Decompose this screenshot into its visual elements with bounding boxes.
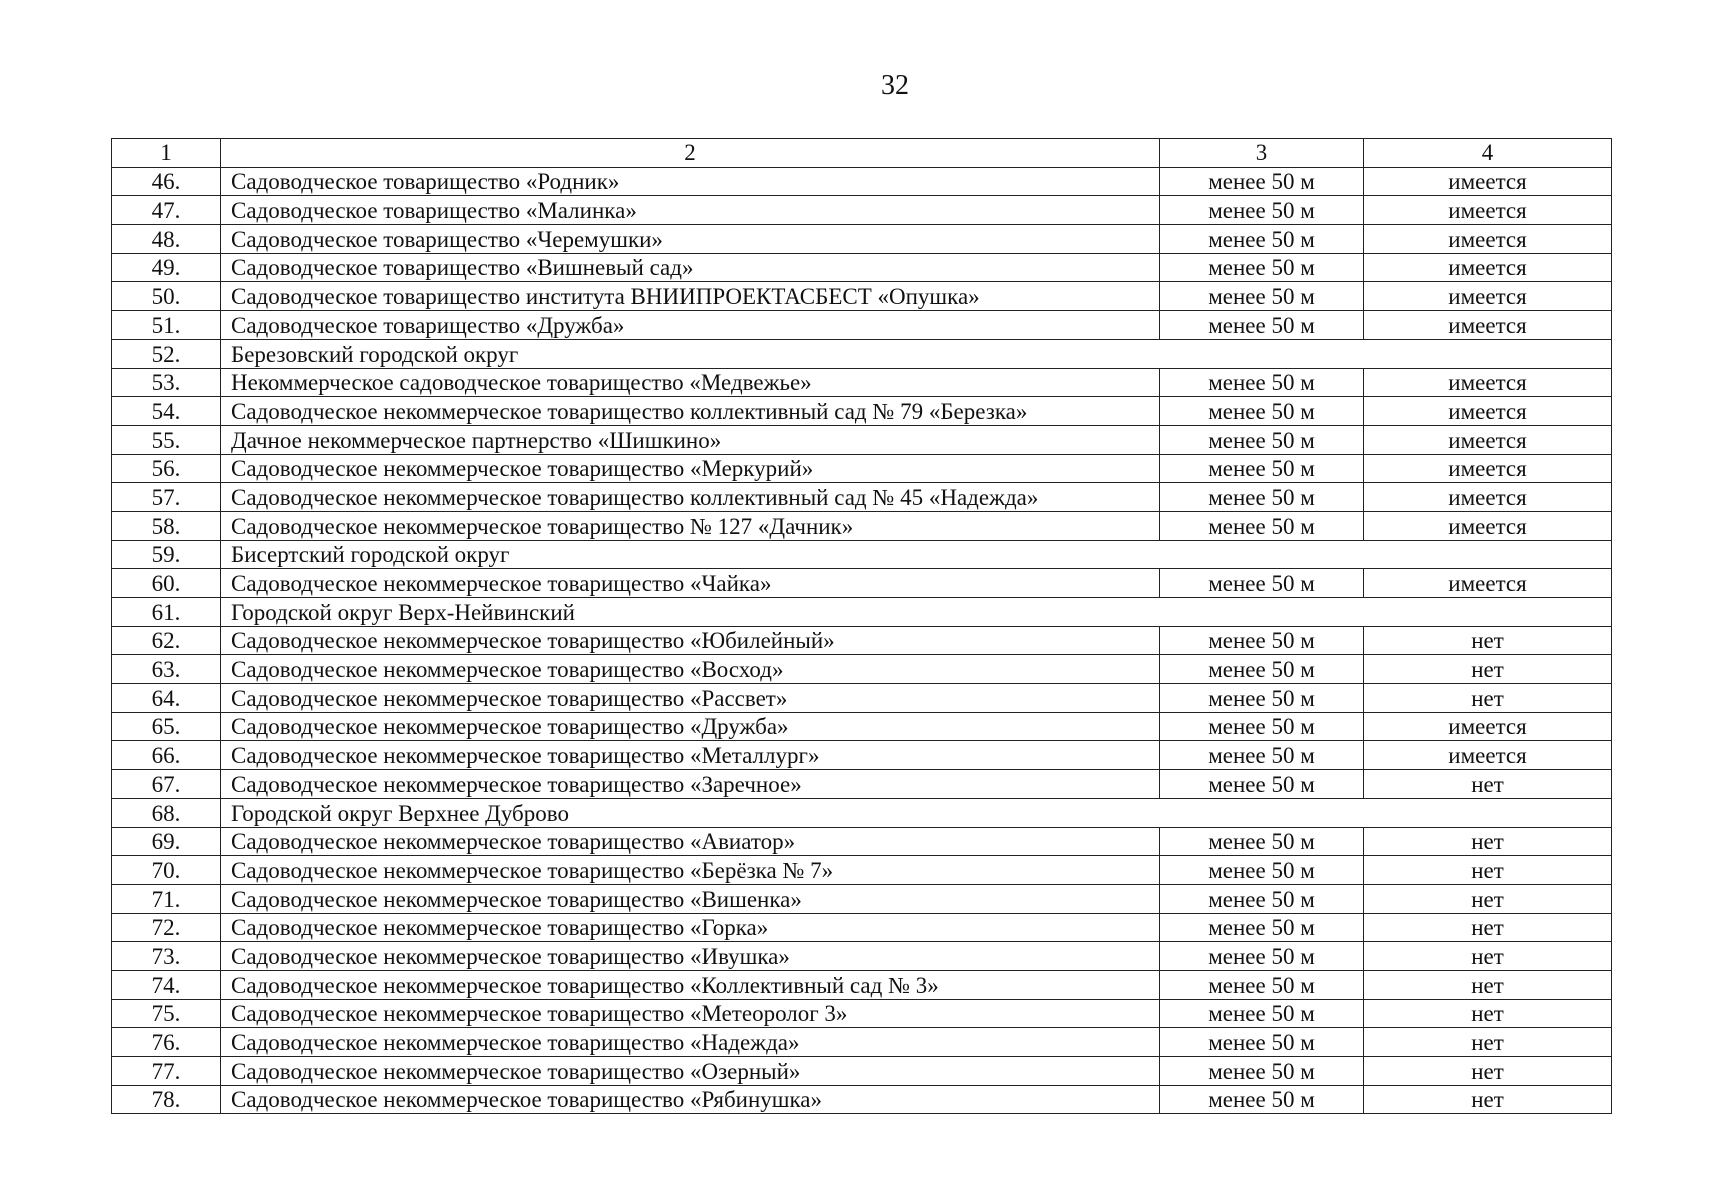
- distance-value: менее 50 м: [1160, 913, 1364, 942]
- row-number: 59.: [112, 540, 221, 569]
- organization-name: Садоводческое некоммерческое товарищество «Горка»: [221, 913, 1160, 942]
- row-number: 57.: [112, 483, 221, 512]
- organization-name: Садоводческое товарищество «Малинка»: [221, 196, 1160, 225]
- organization-name: Дачное некоммерческое партнерство «Шишкино»: [221, 425, 1160, 454]
- table-row: [112, 253, 1612, 282]
- section-title: Городской округ Верх-Нейвинский: [221, 598, 1612, 627]
- table-row: [112, 311, 1612, 340]
- status-value: имеется: [1364, 741, 1612, 770]
- distance-value: менее 50 м: [1160, 856, 1364, 885]
- distance-value: менее 50 м: [1160, 311, 1364, 340]
- status-value: нет: [1364, 1028, 1612, 1057]
- organization-name: Садоводческое некоммерческое товарищество «Рассвет»: [221, 684, 1160, 713]
- distance-value: менее 50 м: [1160, 741, 1364, 770]
- table-row: [112, 425, 1612, 454]
- registry-table: [111, 138, 1612, 1114]
- section-title: Городской округ Верхнее Дуброво: [221, 798, 1612, 827]
- table-row: [112, 827, 1612, 856]
- status-value: нет: [1364, 1057, 1612, 1086]
- distance-value: менее 50 м: [1160, 282, 1364, 311]
- table-row: [112, 368, 1612, 397]
- row-number: 54.: [112, 397, 221, 426]
- distance-value: менее 50 м: [1160, 368, 1364, 397]
- section-row: [112, 598, 1612, 627]
- row-number: 46.: [112, 167, 221, 196]
- organization-name: Садоводческое некоммерческое товарищество «Берёзка № 7»: [221, 856, 1160, 885]
- column-header-3: 3: [1160, 139, 1364, 168]
- section-row: [112, 540, 1612, 569]
- organization-name: Садоводческое некоммерческое товарищество «Металлург»: [221, 741, 1160, 770]
- row-number: 69.: [112, 827, 221, 856]
- status-value: имеется: [1364, 483, 1612, 512]
- table-row: [112, 1085, 1612, 1114]
- status-value: нет: [1364, 770, 1612, 799]
- status-value: нет: [1364, 626, 1612, 655]
- distance-value: менее 50 м: [1160, 225, 1364, 254]
- status-value: нет: [1364, 827, 1612, 856]
- status-value: имеется: [1364, 511, 1612, 540]
- organization-name: Садоводческое некоммерческое товарищество «Заречное»: [221, 770, 1160, 799]
- status-value: нет: [1364, 684, 1612, 713]
- status-value: имеется: [1364, 282, 1612, 311]
- row-number: 67.: [112, 770, 221, 799]
- row-number: 76.: [112, 1028, 221, 1057]
- row-number: 52.: [112, 339, 221, 368]
- column-header-4: 4: [1364, 139, 1612, 168]
- table-row: [112, 483, 1612, 512]
- distance-value: менее 50 м: [1160, 970, 1364, 999]
- organization-name: Садоводческое некоммерческое товарищество «Ивушка»: [221, 942, 1160, 971]
- row-number: 61.: [112, 598, 221, 627]
- row-number: 49.: [112, 253, 221, 282]
- status-value: нет: [1364, 856, 1612, 885]
- organization-name: Садоводческое некоммерческое товарищество «Чайка»: [221, 569, 1160, 598]
- organization-name: Садоводческое товарищество «Черемушки»: [221, 225, 1160, 254]
- section-title: Березовский городской округ: [221, 339, 1612, 368]
- row-number: 73.: [112, 942, 221, 971]
- status-value: имеется: [1364, 225, 1612, 254]
- row-number: 47.: [112, 196, 221, 225]
- table-row: [112, 1028, 1612, 1057]
- organization-name: Садоводческое товарищество «Дружба»: [221, 311, 1160, 340]
- table-row: [112, 397, 1612, 426]
- distance-value: менее 50 м: [1160, 999, 1364, 1028]
- distance-value: менее 50 м: [1160, 454, 1364, 483]
- table-row: [112, 511, 1612, 540]
- table-row: [112, 884, 1612, 913]
- table-row: [112, 712, 1612, 741]
- organization-name: Садоводческое некоммерческое товарищество «Надежда»: [221, 1028, 1160, 1057]
- row-number: 66.: [112, 741, 221, 770]
- distance-value: менее 50 м: [1160, 1057, 1364, 1086]
- organization-name: Садоводческое некоммерческое товарищество «Меркурий»: [221, 454, 1160, 483]
- status-value: нет: [1364, 999, 1612, 1028]
- row-number: 68.: [112, 798, 221, 827]
- header-row: [112, 139, 1612, 168]
- organization-name: Садоводческое товарищество «Вишневый сад»: [221, 253, 1160, 282]
- status-value: имеется: [1364, 454, 1612, 483]
- status-value: имеется: [1364, 167, 1612, 196]
- section-title: Бисертский городской округ: [221, 540, 1612, 569]
- distance-value: менее 50 м: [1160, 626, 1364, 655]
- table-body: [112, 167, 1612, 1114]
- organization-name: Садоводческое некоммерческое товарищество «Вишенка»: [221, 884, 1160, 913]
- distance-value: менее 50 м: [1160, 196, 1364, 225]
- distance-value: менее 50 м: [1160, 1085, 1364, 1114]
- organization-name: Садоводческое некоммерческое товарищество коллективный сад № 79 «Березка»: [221, 397, 1160, 426]
- status-value: нет: [1364, 942, 1612, 971]
- distance-value: менее 50 м: [1160, 884, 1364, 913]
- status-value: имеется: [1364, 397, 1612, 426]
- status-value: нет: [1364, 913, 1612, 942]
- row-number: 56.: [112, 454, 221, 483]
- row-number: 55.: [112, 425, 221, 454]
- table-row: [112, 942, 1612, 971]
- status-value: имеется: [1364, 368, 1612, 397]
- distance-value: менее 50 м: [1160, 425, 1364, 454]
- row-number: 58.: [112, 511, 221, 540]
- table-row: [112, 684, 1612, 713]
- table-row: [112, 856, 1612, 885]
- table-row: [112, 999, 1612, 1028]
- status-value: имеется: [1364, 311, 1612, 340]
- distance-value: менее 50 м: [1160, 1028, 1364, 1057]
- row-number: 70.: [112, 856, 221, 885]
- distance-value: менее 50 м: [1160, 655, 1364, 684]
- status-value: имеется: [1364, 196, 1612, 225]
- distance-value: менее 50 м: [1160, 483, 1364, 512]
- table-row: [112, 196, 1612, 225]
- status-value: нет: [1364, 655, 1612, 684]
- section-row: [112, 798, 1612, 827]
- table-row: [112, 655, 1612, 684]
- table-row: [112, 626, 1612, 655]
- row-number: 65.: [112, 712, 221, 741]
- status-value: нет: [1364, 884, 1612, 913]
- column-header-2: 2: [221, 139, 1160, 168]
- organization-name: Садоводческое некоммерческое товарищество «Восход»: [221, 655, 1160, 684]
- status-value: имеется: [1364, 569, 1612, 598]
- table-row: [112, 282, 1612, 311]
- column-header-1: 1: [112, 139, 221, 168]
- row-number: 62.: [112, 626, 221, 655]
- distance-value: менее 50 м: [1160, 253, 1364, 282]
- status-value: нет: [1364, 1085, 1612, 1114]
- row-number: 75.: [112, 999, 221, 1028]
- organization-name: Садоводческое товарищество «Родник»: [221, 167, 1160, 196]
- organization-name: Некоммерческое садоводческое товарищество «Медвежье»: [221, 368, 1160, 397]
- distance-value: менее 50 м: [1160, 942, 1364, 971]
- organization-name: Садоводческое некоммерческое товарищество «Юбилейный»: [221, 626, 1160, 655]
- row-number: 60.: [112, 569, 221, 598]
- status-value: имеется: [1364, 253, 1612, 282]
- table-header: [112, 139, 1612, 168]
- section-row: [112, 339, 1612, 368]
- row-number: 51.: [112, 311, 221, 340]
- organization-name: Садоводческое некоммерческое товарищество коллективный сад № 45 «Надежда»: [221, 483, 1160, 512]
- organization-name: Садоводческое некоммерческое товарищество «Дружба»: [221, 712, 1160, 741]
- table-row: [112, 1057, 1612, 1086]
- distance-value: менее 50 м: [1160, 569, 1364, 598]
- distance-value: менее 50 м: [1160, 167, 1364, 196]
- row-number: 77.: [112, 1057, 221, 1086]
- table-row: [112, 454, 1612, 483]
- distance-value: менее 50 м: [1160, 770, 1364, 799]
- distance-value: менее 50 м: [1160, 511, 1364, 540]
- table-row: [112, 569, 1612, 598]
- table-row: [112, 167, 1612, 196]
- organization-name: Садоводческое некоммерческое товарищество «Рябинушка»: [221, 1085, 1160, 1114]
- page-number: 32: [881, 70, 909, 101]
- distance-value: менее 50 м: [1160, 397, 1364, 426]
- organization-name: Садоводческое некоммерческое товарищество «Авиатор»: [221, 827, 1160, 856]
- row-number: 72.: [112, 913, 221, 942]
- row-number: 48.: [112, 225, 221, 254]
- distance-value: менее 50 м: [1160, 712, 1364, 741]
- row-number: 71.: [112, 884, 221, 913]
- distance-value: менее 50 м: [1160, 827, 1364, 856]
- table-row: [112, 970, 1612, 999]
- status-value: имеется: [1364, 712, 1612, 741]
- status-value: нет: [1364, 970, 1612, 999]
- organization-name: Садоводческое некоммерческое товарищество «Коллективный сад № 3»: [221, 970, 1160, 999]
- row-number: 50.: [112, 282, 221, 311]
- table-row: [112, 913, 1612, 942]
- row-number: 78.: [112, 1085, 221, 1114]
- distance-value: менее 50 м: [1160, 684, 1364, 713]
- row-number: 63.: [112, 655, 221, 684]
- organization-name: Садоводческое некоммерческое товарищество «Метеоролог 3»: [221, 999, 1160, 1028]
- table-row: [112, 770, 1612, 799]
- status-value: имеется: [1364, 425, 1612, 454]
- organization-name: Садоводческое товарищество института ВНИИПРОЕКТАСБЕСТ «Опушка»: [221, 282, 1160, 311]
- table-row: [112, 225, 1612, 254]
- row-number: 53.: [112, 368, 221, 397]
- organization-name: Садоводческое некоммерческое товарищество № 127 «Дачник»: [221, 511, 1160, 540]
- row-number: 74.: [112, 970, 221, 999]
- table-row: [112, 741, 1612, 770]
- organization-name: Садоводческое некоммерческое товарищество «Озерный»: [221, 1057, 1160, 1086]
- row-number: 64.: [112, 684, 221, 713]
